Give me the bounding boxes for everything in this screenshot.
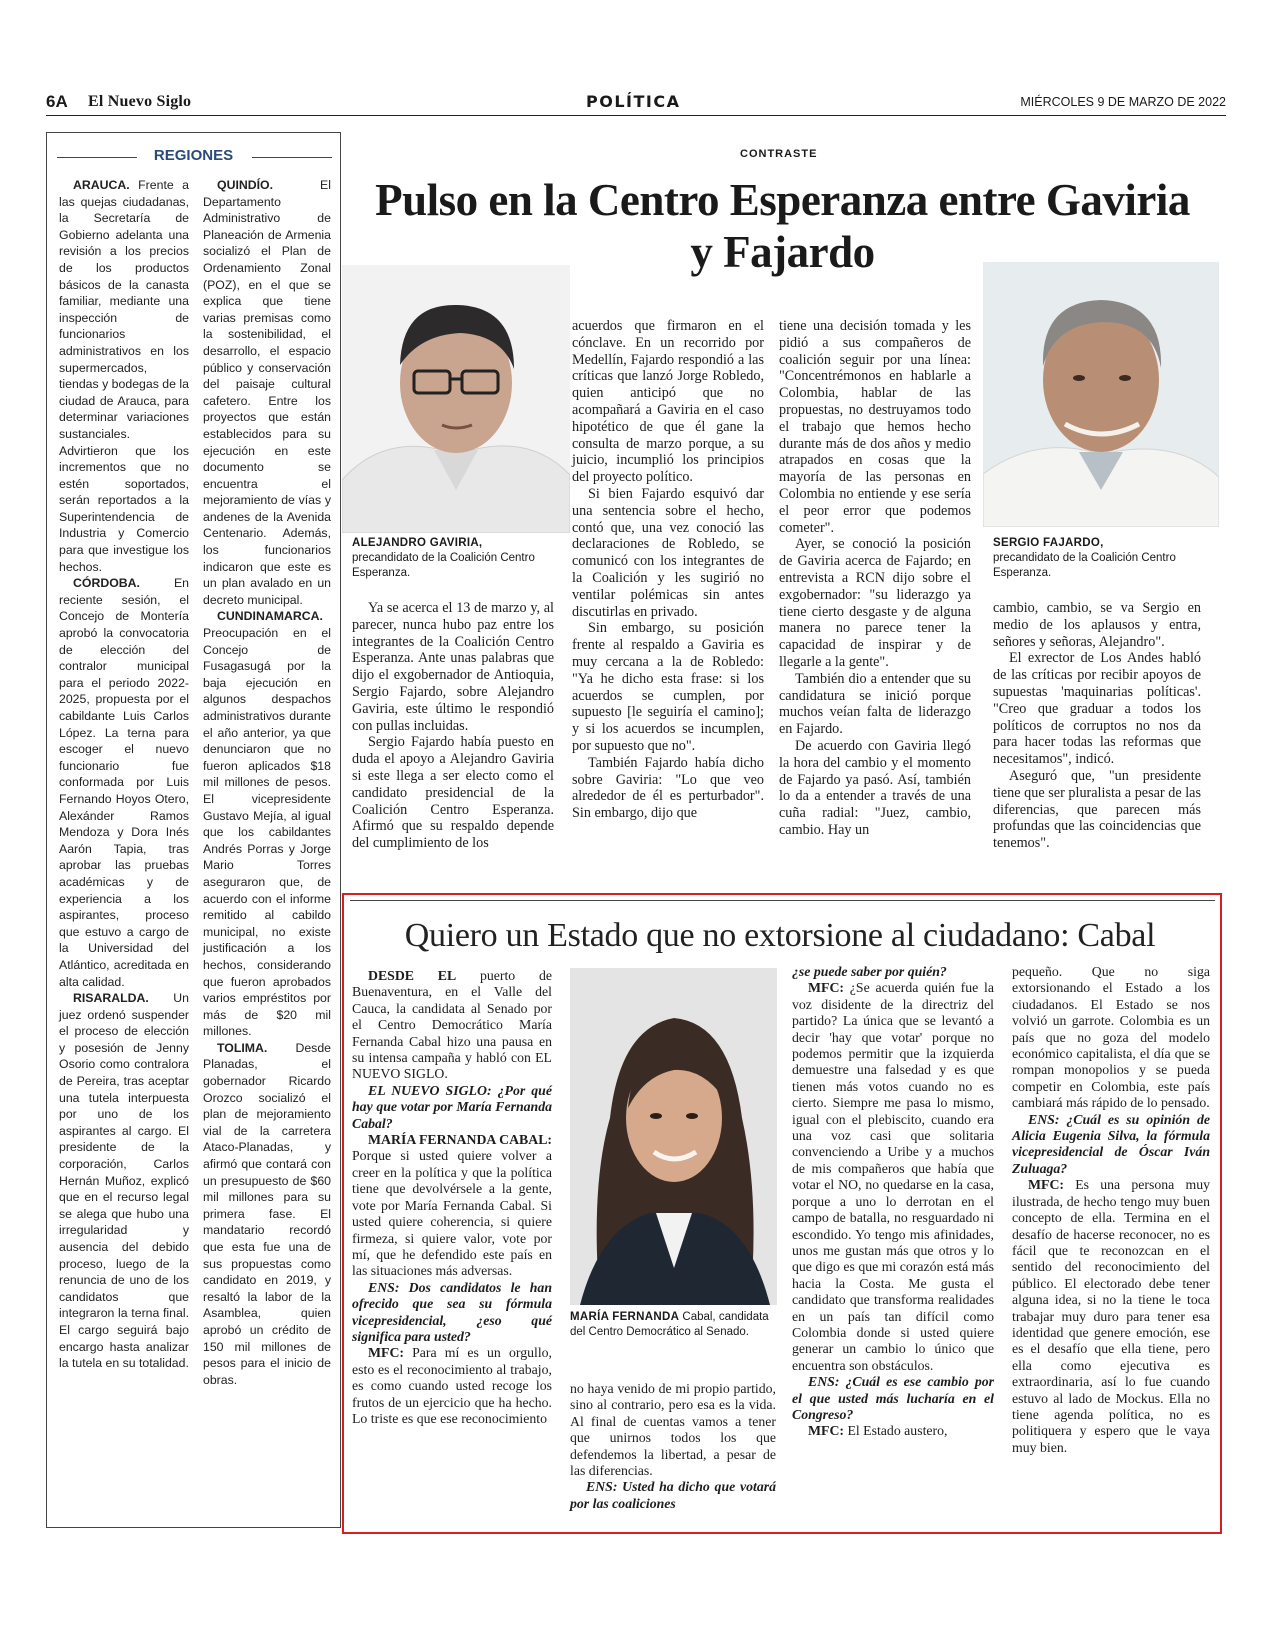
paragraph (352, 1280, 552, 1346)
paragraph (59, 177, 189, 575)
paragraph: El exrector de Los Andes habló de las críticas por recibir apoyos de supuestas 'maquinarias políticas'. "Creo que graduar a todos los políticos de corruptos no nos da para hacer todas las reformas que necesitamos", indicó. (993, 650, 1201, 768)
paragraph: Si bien Fajardo esquivó dar una sentencia sobre el hecho, contó que, una vez conoció las declaraciones de Robledo, se comunicó con los integrantes de la Coalición y les sugirió no ventilar polémicas sin antes discutirlas en privado. (572, 485, 764, 620)
paragraph (792, 1423, 994, 1439)
gaviria-caption (352, 536, 552, 581)
paragraph (203, 177, 331, 608)
interview-column-3 (792, 964, 994, 1440)
story-column-2 (572, 318, 764, 822)
paragraph-text: no haya venido de mi propio partido, sino al contrario, pero esa es la vida. Al final de cuentas vamos a tener que unirnos todos los que defendemos la libertad, a pesar de las diferencias. (570, 1381, 776, 1479)
paragraph (792, 964, 994, 980)
paragraph-lead: QUINDÍO. (217, 178, 274, 192)
paragraph (570, 1479, 776, 1512)
paragraph-text: Para mí es un orgullo, esto es el reconocimiento al trabajo, es como cuando usted recoge los frutos de un ejercicio que ha hecho. Lo triste es que ese reconocimiento (352, 1345, 552, 1426)
paragraph (1012, 1112, 1210, 1178)
paragraph-lead: DESDE EL (368, 968, 457, 983)
interview-column-4 (1012, 964, 1210, 1456)
paragraph-lead: ARAUCA. (73, 178, 130, 192)
paragraph-text: Frente a las quejas ciudadanas, la Secretaría de Gobierno adelanta una revisión a los precios de los productos básicos de la canasta familiar, mediante una inspección de funcionarios administrativos en los supermercados, tiendas y bodegas de la ciudad de Arauca, para determinar variaciones sustanciales. Advirtieron que los incrementos que no estén soportados, serán reportados a la Superintendencia de Industria y Comercio para que investigue los hechos. (59, 178, 189, 574)
story-column-4 (993, 600, 1201, 852)
paragraph-lead: MFC: (1028, 1177, 1065, 1193)
paragraph-text: Usted ha dicho que votará por las coaliciones (570, 1479, 776, 1511)
issue-date: MIÉRCOLES 9 DE MARZO DE 2022 (1020, 95, 1226, 109)
paragraph: También dio a entender que su candidatura se inició porque muchos veían falta de liderazgo en Fajardo. (779, 670, 971, 738)
paragraph-lead: TOLIMA. (217, 1040, 268, 1055)
paragraph-text: Porque si usted quiere volver a creer en la política y que la política tiene que devolvérsele a la gente, vote por María Fernanda Cabal. Si usted quiere coherencia, si quiere firmeza, si quiere valor, vote por mí, que he defendido este país en las situaciones más adversas. (352, 1148, 552, 1279)
paragraph-lead: ENS: (368, 1279, 400, 1295)
paragraph (352, 1132, 552, 1280)
paragraph-text: ¿Se acuerda quién fue la voz disidente de la directriz del partido? La única que se levantó a decir 'hay que votar' porque no podemos permitir que la izquierda demuestre una falsedad y es que tienen más votos cuando no es cierto. Siempre me pasa lo mismo, igual con el plebiscito, cuando era una voz casi que solitaria convenciendo a Uribe y a muchos de mis compañeros que había que votar el NO, no quedarse en la casa, porque a uno lo derrotan en el campo de batalla, no resguardado ni escondido. Yo tengo mis afinidades, unos me gustan más que otros y lo que digo es que mi corazón está más hacia la Costa. Me gusta el candidato que transforma realidades en un país tan difícil como Colombia donde si usted quiere generar un cambio lo único que encuentra son obstáculos. (792, 980, 994, 1373)
paragraph (203, 608, 331, 1039)
paragraph-text: ¿se puede saber por quién? (792, 964, 947, 979)
regiones-column-2 (203, 177, 331, 1388)
paragraph-text: El Departamento Administrativo de Planeación de Armenia socializó el Plan de Ordenamiento Zonal (POZ), en el que se explica que tiene varias premisas como la sostenibilidad, el desarrollo, el espacio público y conservación del paisaje cultural cafetero. Entre los proyectos que están establecidos para su ejecución en este documento se encuentra el mejoramiento de vías y andenes de la Avenida Centenario. Además, los funcionarios indicaron que este es un plan avalado en un decreto municipal. (203, 178, 331, 607)
paragraph (59, 575, 189, 990)
paragraph (1012, 964, 1210, 1112)
paragraph-text: El Estado austero, (844, 1423, 948, 1439)
paragraph-lead: CÓRDOBA. (73, 576, 140, 591)
interview-column-2 (570, 1381, 776, 1512)
paragraph (203, 1040, 331, 1388)
paragraph-lead: ENS: (808, 1374, 840, 1390)
caption-name: MARÍA FERNANDA (570, 1311, 680, 1323)
paragraph: tiene una decisión tomada y les pidió a sus compañeros de coalición seguir por una línea: "Concentrémonos en hablarle a Colombia, hablar de las propuestas, no destruyamos todo el trabajo que hemos hecho durante más de dos años y medio atrapados en cosas que la mayoría de las personas en Colombia no entiende y ese sería el peor error que podemos cometer". (779, 318, 971, 536)
story-headline: Pulso en la Centro Esperanza entre Gaviria y Fajardo (375, 175, 1190, 277)
paragraph: acuerdos que firmaron en el cónclave. En un recorrido por Medellín, Fajardo respondió a las críticas que lanzó Jorge Robledo, quien anticipó que no acompañará a Gaviria en el caso hipotético de que él gane la consulta de marzo porque, a su juicio, incumplió los principios del proyecto político. (572, 318, 764, 486)
interview-headline: Quiero un Estado que no extorsione al ciudadano: Cabal (404, 917, 1156, 954)
paragraph (1012, 1177, 1210, 1456)
paragraph: cambio, cambio, se va Sergio en medio de los aplausos y entra, señores y señoras, Alejandro". (993, 600, 1201, 650)
newspaper-name: El Nuevo Siglo (88, 93, 192, 110)
paragraph-lead: ENS: (586, 1479, 618, 1495)
paragraph (792, 1374, 994, 1423)
paragraph-lead: MFC: (368, 1345, 405, 1361)
caption-name: ALEJANDRO GAVIRIA, (352, 537, 483, 549)
paragraph-text: En reciente sesión, el Concejo de Montería aprobó la convocatoria de elección del contralor municipal para el periodo 2022-2025, propuesta por el cabildante Luis Carlos López. La terna para escoger el nuevo funcionario fue conformada por Luis Fernando Hoyos Otero, Alexánder Ramos Mendoza y Dora Inés Aarón Tapia, tras aprobar las pruebas académicas y de experiencia a los aspirantes, proceso que estuvo a cargo de la Universidad del Atlántico, acreditada en alta calidad. (59, 576, 189, 989)
story-kicker: CONTRASTE (740, 148, 818, 160)
regiones-heading: REGIONES (153, 147, 234, 164)
paragraph-lead: CUNDINAMARCA. (217, 609, 323, 624)
paragraph: Sin embargo, su posición frente al respaldo a Gaviria es muy cercana a la de Robledo: "Ya he dicho esta frase: si los acuerdos se cumplen, por supuesto [le seguiría el camino]; y si los acuerdos se incumplen, por supuesto que no". (572, 620, 764, 754)
paragraph-lead: ENS: (1028, 1111, 1060, 1127)
interview-column-1 (352, 968, 552, 1427)
paragraph: Ayer, se conoció la posición de Gaviria acerca de Fajardo; en entrevista a RCN dijo sobre el exgobernador: "su liderazgo ya tiene cierto desgaste y de alguna manera no parece tener la capacidad de inspirar y de llegarle a la gente". (779, 536, 971, 670)
paragraph-text: Desde Planadas, el gobernador Ricardo Orozco socializó el plan de mejoramiento vial de la carretera Ataco-Planadas, y afirmó que contará con un presupuesto de $60 mil millones para su primera fase. El mandatario recordó que esta fue una de sus propuestas como candidato en 2019, y resaltó la labor de la Asamblea, quien aprobó un crédito de 150 mil millones de pesos para el inicio de obras. (203, 1040, 331, 1387)
cabal-photo (570, 968, 777, 1305)
paragraph-lead: MFC: (808, 980, 845, 996)
caption-role: Cabal, candidata del Centro Democrático al Senado. (570, 1311, 769, 1338)
paragraph: También Fajardo había dicho sobre Gaviria: "Lo que veo alrededor de él es perturbador". Sin embargo, dijo que (572, 754, 764, 822)
paragraph-text: Es una persona muy ilustrada, de hecho tengo muy buen concepto de ella. Termina en el desafío de hacerse reconocer, no es fácil que te reconozcan en el sentido del reconocimiento del público. El electorado debe tener alguna idea, si no la tiene le toca trabajar muy duro para tener esa identidad que genere emoción, ese es el desafío que ella tiene, pero ella como ejecutiva es extraordinaria, así lo fue cuando estuvo al lado de Mockus. Ella no tiene agenda política, no es politiquera y espero que le vaya muy bien. (1012, 1177, 1210, 1455)
story-column-3 (779, 318, 971, 839)
page-number: 6A (46, 92, 68, 111)
section-title: POLÍTICA (586, 92, 681, 111)
paragraph-lead: MARÍA FERNANDA CABAL: (368, 1132, 552, 1148)
paragraph (352, 1083, 552, 1132)
paragraph: Ya se acerca el 13 de marzo y, al parecer, nunca hubo paz entre los integrantes de la Coalición Centro Esperanza. Ante unas palabras que dijo el exgobernador de Antioquia, Sergio Fajardo, sobre Alejandro Gaviria, este último le respondió con pullas incluidas. (352, 600, 554, 734)
caption-role: precandidato de la Coalición Centro Esperanza. (352, 552, 535, 579)
gaviria-photo (342, 265, 570, 533)
paragraph: De acuerdo con Gaviria llegó la hora del cambio y el momento de Fajardo ya pasó. Así, también lo da a entender a través de una cuña radial: "Juez, cambio, cambio. Hay un (779, 737, 971, 838)
caption-name: SERGIO FAJARDO, (993, 537, 1104, 549)
regiones-sidebar (46, 132, 341, 1528)
paragraph-lead: RISARALDA. (73, 991, 149, 1006)
story-column-1 (352, 600, 554, 852)
paragraph (792, 980, 994, 1374)
masthead (46, 92, 1226, 116)
caption-role: precandidato de la Coalición Centro Esperanza. (993, 552, 1176, 579)
paragraph-text: puerto de Buenaventura, en el Valle del Cauca, la candidata al Senado por el Centro Democrático María Fernanda Cabal hizo una pausa en su intensa campaña y habló con EL NUEVO SIGLO. (352, 968, 553, 1082)
paragraph-lead: MFC: (808, 1423, 845, 1439)
paragraph-text: Preocupación en el Concejo de Fusagasugá por la baja ejecución en algunos despachos administrativos durante el año anterior, ya que denunciaron que no fueron aplicados $18 mil millones de pesos. El vicepresidente Gustavo Mejía, al igual que los cabildantes Andrés Porras y Jorge Mario Torres aseguraron que, de acuerdo con el informe remitido al cabildo municipal, no existe justificación a los hechos, considerando que fueron aprobados varios empréstitos por más de $20 mil millones. (203, 626, 331, 1039)
paragraph-text: pequeño. Que no siga extorsionando el Estado a los ciudadanos. El Estado se nos volvió un garrote. Colombia es un país que no goza del modelo económico capitalista, el día que se rompan monopolios y se pueda competir en Colombia, este país cambiará más rápido de lo pensado. (1012, 964, 1210, 1111)
paragraph: Aseguró que, "un presidente tiene que ser pluralista a pesar de las diferencias, que parecen más profundas que las coincidencias que tenemos". (993, 767, 1201, 852)
paragraph-text: ¿Cuál es ese cambio por el que usted más lucharía en el Congreso? (792, 1374, 994, 1422)
paragraph (352, 968, 552, 1083)
regiones-column-1 (59, 177, 189, 1372)
fajardo-caption (993, 536, 1193, 581)
cabal-caption (570, 1310, 770, 1340)
paragraph (352, 1345, 552, 1427)
paragraph-lead: EL NUEVO SIGLO: (368, 1082, 492, 1098)
paragraph: Sergio Fajardo había puesto en duda el apoyo a Alejandro Gaviria si este llega a ser electo como el candidato presidencial de la Coalición Centro Esperanza. Afirmó que su respaldo depende del cumplimiento de los (352, 734, 554, 852)
fajardo-photo (983, 262, 1219, 527)
paragraph (570, 1381, 776, 1479)
paragraph-text: Un juez ordenó suspender el proceso de elección y posesión de Jenny Osorio como contralora de Pereira, tras aceptar una tutela interpuesta por uno de los aspirantes al cargo. El presidente de la corporación, Carlos Hernán Muñoz, explicó que en el recurso legal se alega que hubo una irregularidad y ausencia del debido proceso, luego de la renuncia de uno de los candidatos que integraron la terna final. El cargo seguirá bajo encargo hasta analizar la tutela en su totalidad. (59, 991, 189, 1371)
paragraph-text: Dos candidatos le han ofrecido que sea su fórmula vicepresidencial, ¿eso qué significa para usted? (352, 1279, 552, 1344)
paragraph-text: ¿Por qué hay que votar por María Fernanda Cabal? (352, 1082, 552, 1131)
paragraph (59, 990, 189, 1372)
divider (350, 900, 1215, 901)
paragraph-text: ¿Cuál es su opinión de Alicia Eugenia Silva, la fórmula vicepresidencial de Óscar Iván Zuluaga? (1012, 1111, 1210, 1176)
